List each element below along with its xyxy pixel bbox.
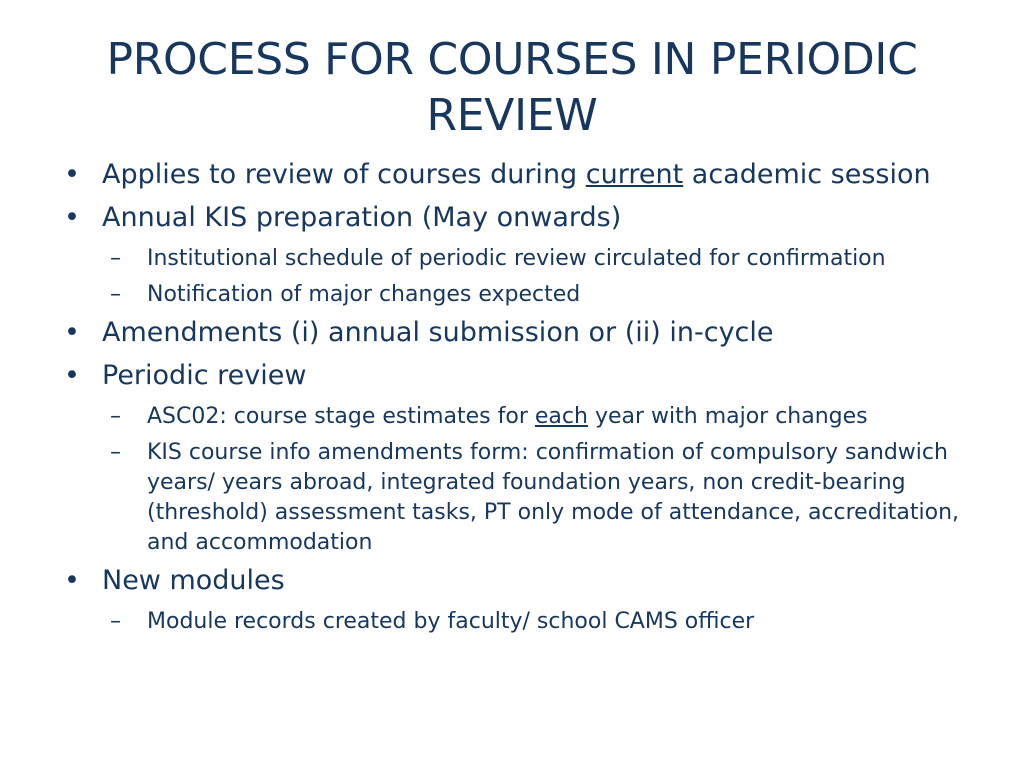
underlined-word-current: current bbox=[585, 159, 684, 190]
sub-bullet-marker: – bbox=[110, 246, 121, 271]
bullet-annual-kis bbox=[64, 201, 984, 234]
bullet-text: Periodic review bbox=[102, 360, 307, 391]
sub-bullet-marker: – bbox=[110, 440, 121, 465]
sub-bullet-text-post: year with major changes bbox=[587, 404, 868, 429]
bullet-text: Annual KIS preparation (May onwards) bbox=[102, 202, 622, 233]
sub-bullet-institutional-schedule bbox=[64, 244, 984, 274]
slide-title: PROCESS FOR COURSES IN PERIODIC REVIEW bbox=[106, 34, 918, 141]
sub-bullet-text: Module records created by faculty/ school CAMS officer bbox=[147, 609, 755, 634]
bullet-marker: • bbox=[64, 159, 80, 190]
bullet-list bbox=[64, 158, 984, 643]
bullet-text: New modules bbox=[102, 565, 285, 596]
bullet-text-post: academic session bbox=[683, 159, 931, 190]
sub-bullet-module-records bbox=[64, 607, 984, 637]
underlined-word-each: each bbox=[534, 404, 588, 429]
bullet-new-modules bbox=[64, 564, 984, 597]
sub-bullet-marker: – bbox=[110, 404, 121, 429]
sub-bullet-text-pre: ASC02: course stage estimates for bbox=[147, 404, 535, 429]
sub-bullet-notification bbox=[64, 280, 984, 310]
bullet-amendments bbox=[64, 316, 984, 349]
bullet-marker: • bbox=[64, 565, 80, 596]
bullet-periodic-review bbox=[64, 359, 984, 392]
sub-bullet-text: Notification of major changes expected bbox=[147, 282, 581, 307]
sub-bullet-marker: – bbox=[110, 282, 121, 307]
sub-bullet-asc02 bbox=[64, 402, 984, 432]
bullet-text: Amendments (i) annual submission or (ii) in-cycle bbox=[102, 317, 774, 348]
bullet-marker: • bbox=[64, 317, 80, 348]
bullet-marker: • bbox=[64, 202, 80, 233]
sub-bullet-text: KIS course info amendments form: confirmation of compulsory sandwich years/ years abroad, integrated foundation years, non credit-bearing (threshold) assessment tasks, PT only mode of attendance, accreditation, and accommodation bbox=[147, 440, 960, 555]
bullet-applies-to-review bbox=[64, 158, 984, 191]
sub-bullet-marker: – bbox=[110, 609, 121, 634]
bullet-text-pre: Applies to review of courses during bbox=[102, 159, 586, 190]
sub-bullet-text: Institutional schedule of periodic review circulated for confirmation bbox=[147, 246, 886, 271]
bullet-marker: • bbox=[64, 360, 80, 391]
sub-bullet-kis-course-info bbox=[64, 438, 984, 558]
